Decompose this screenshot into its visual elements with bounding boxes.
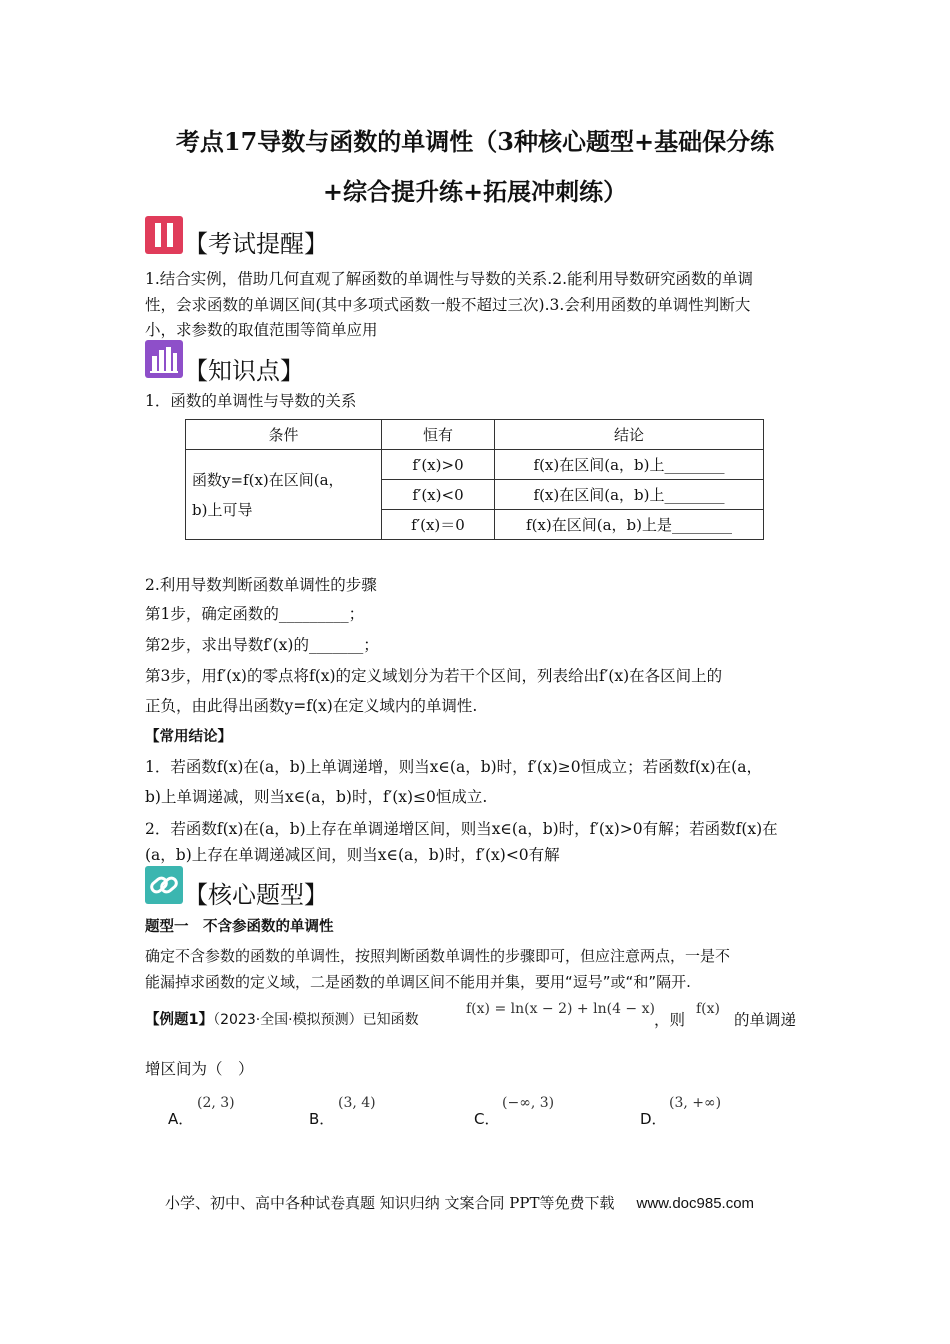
derivative-monotonic-table: [185, 419, 764, 540]
page-title-line2: +综合提升练+拓展冲刺练）: [322, 177, 628, 206]
step-line: 第1步，确定函数的_________；: [145, 605, 365, 623]
link-icon: [145, 866, 183, 904]
option-b-letter[interactable]: B．: [309, 1110, 335, 1128]
conclusion-line: 2．若函数f(x)在(a，b)上存在单调递增区间，则当x∈(a，b)时，f′(x)>0有解；若函数f(x)在: [145, 820, 778, 838]
option-d-letter[interactable]: D．: [640, 1110, 667, 1128]
footer-url[interactable]: www.doc985.com: [636, 1195, 755, 1212]
option-a-letter[interactable]: A．: [168, 1110, 194, 1128]
example1-line2: 增区间为（ ）: [145, 1060, 254, 1078]
table-cell: f′(x)＝0: [382, 510, 495, 540]
table-condition-cell: [186, 450, 382, 540]
step-line: 第2步，求出导数f′(x)的_______；: [145, 636, 379, 654]
example-mid: ，则: [654, 1011, 686, 1029]
table-header: 条件: [186, 420, 382, 450]
table-cell: f′(x)>0: [382, 450, 495, 480]
footer-text: 小学、初中、高中各种试卷真题 知识归纳 文案合同 PPT等免费下载: [165, 1194, 615, 1212]
step-line: 正负，由此得出函数y=f(x)在定义域内的单调性.: [145, 697, 478, 715]
table-cell: f(x)在区间(a，b)上是________: [495, 510, 764, 540]
type1-title: 题型一 不含参函数的单调性: [145, 919, 334, 935]
exam-tips-line: 小，求参数的取值范围等简单应用: [145, 321, 378, 339]
table-header: 恒有: [382, 420, 495, 450]
table-cell: f′(x)<0: [382, 480, 495, 510]
option-d-value[interactable]: (3, +∞): [669, 1095, 722, 1111]
example-source: （2023·全国·模拟预测）已知函数: [213, 1012, 419, 1028]
table-row: [186, 450, 764, 480]
type1-desc-line: 确定不含参数的函数的单调性，按照判断函数单调性的步骤即可，但应注意两点，一是不: [145, 947, 731, 965]
common-conclusions-heading: 【常用结论】: [145, 729, 232, 745]
pause-bars-icon: [145, 216, 183, 254]
condition-line2: b)上可导: [192, 500, 253, 519]
function-name: f(x): [696, 1001, 721, 1017]
conclusion-line: (a，b)上存在单调递减区间，则当x∈(a，b)时，f′(x)<0有解: [145, 846, 560, 864]
option-b-value[interactable]: (3, 4): [338, 1095, 376, 1111]
table-header-row: [186, 420, 764, 450]
steps-heading: 2.利用导数判断函数单调性的步骤: [145, 576, 377, 594]
table-cell: f(x)在区间(a，b)上________: [495, 450, 764, 480]
conclusion-line: b)上单调递减，则当x∈(a，b)时，f′(x)≤0恒成立.: [145, 788, 488, 806]
step-line: 第3步，用f′(x)的零点将f(x)的定义域划分为若干个区间，列表给出f′(x)在各区间上的: [145, 667, 723, 685]
exam-tips-line: 性，会求函数的单调区间(其中多项式函数一般不超过三次).3.会利用函数的单调性判断大: [145, 296, 751, 314]
knowledge-subheading: 1．函数的单调性与导数的关系: [145, 392, 357, 410]
example-tail: 的单调递: [734, 1011, 797, 1029]
exam-tips-heading: 【考试提醒】: [184, 230, 328, 258]
type1-desc-line: 能漏掉求函数的定义域，二是函数的单调区间不能用并集，要用“逗号”或“和”隔开.: [145, 973, 691, 991]
bar-chart-icon: [145, 340, 183, 378]
table-cell: f(x)在区间(a，b)上________: [495, 480, 764, 510]
core-types-heading: 【核心题型】: [184, 881, 328, 909]
option-c-letter[interactable]: C．: [474, 1110, 500, 1128]
function-formula: f(x) = ln(x − 2) + ln(4 − x): [466, 1001, 655, 1017]
table-header: 结论: [495, 420, 764, 450]
knowledge-heading: 【知识点】: [184, 357, 304, 385]
condition-line1: 函数y=f(x)在区间(a，: [192, 470, 344, 489]
example-label: 【例题1】: [145, 1012, 214, 1028]
conclusion-line: 1．若函数f(x)在(a，b)上单调递增，则当x∈(a，b)时，f′(x)≥0恒成立；若函数f(x)在(a，: [145, 758, 762, 776]
exam-tips-line: 1.结合实例，借助几何直观了解函数的单调性与导数的关系.2.能利用导数研究函数的单调: [145, 270, 754, 288]
page-title-line1: 考点17导数与函数的单调性（3种核心题型+基础保分练: [175, 127, 775, 156]
option-a-value[interactable]: (2, 3): [197, 1095, 235, 1111]
page-footer: [165, 1192, 754, 1213]
option-c-value[interactable]: (−∞, 3): [502, 1095, 555, 1111]
